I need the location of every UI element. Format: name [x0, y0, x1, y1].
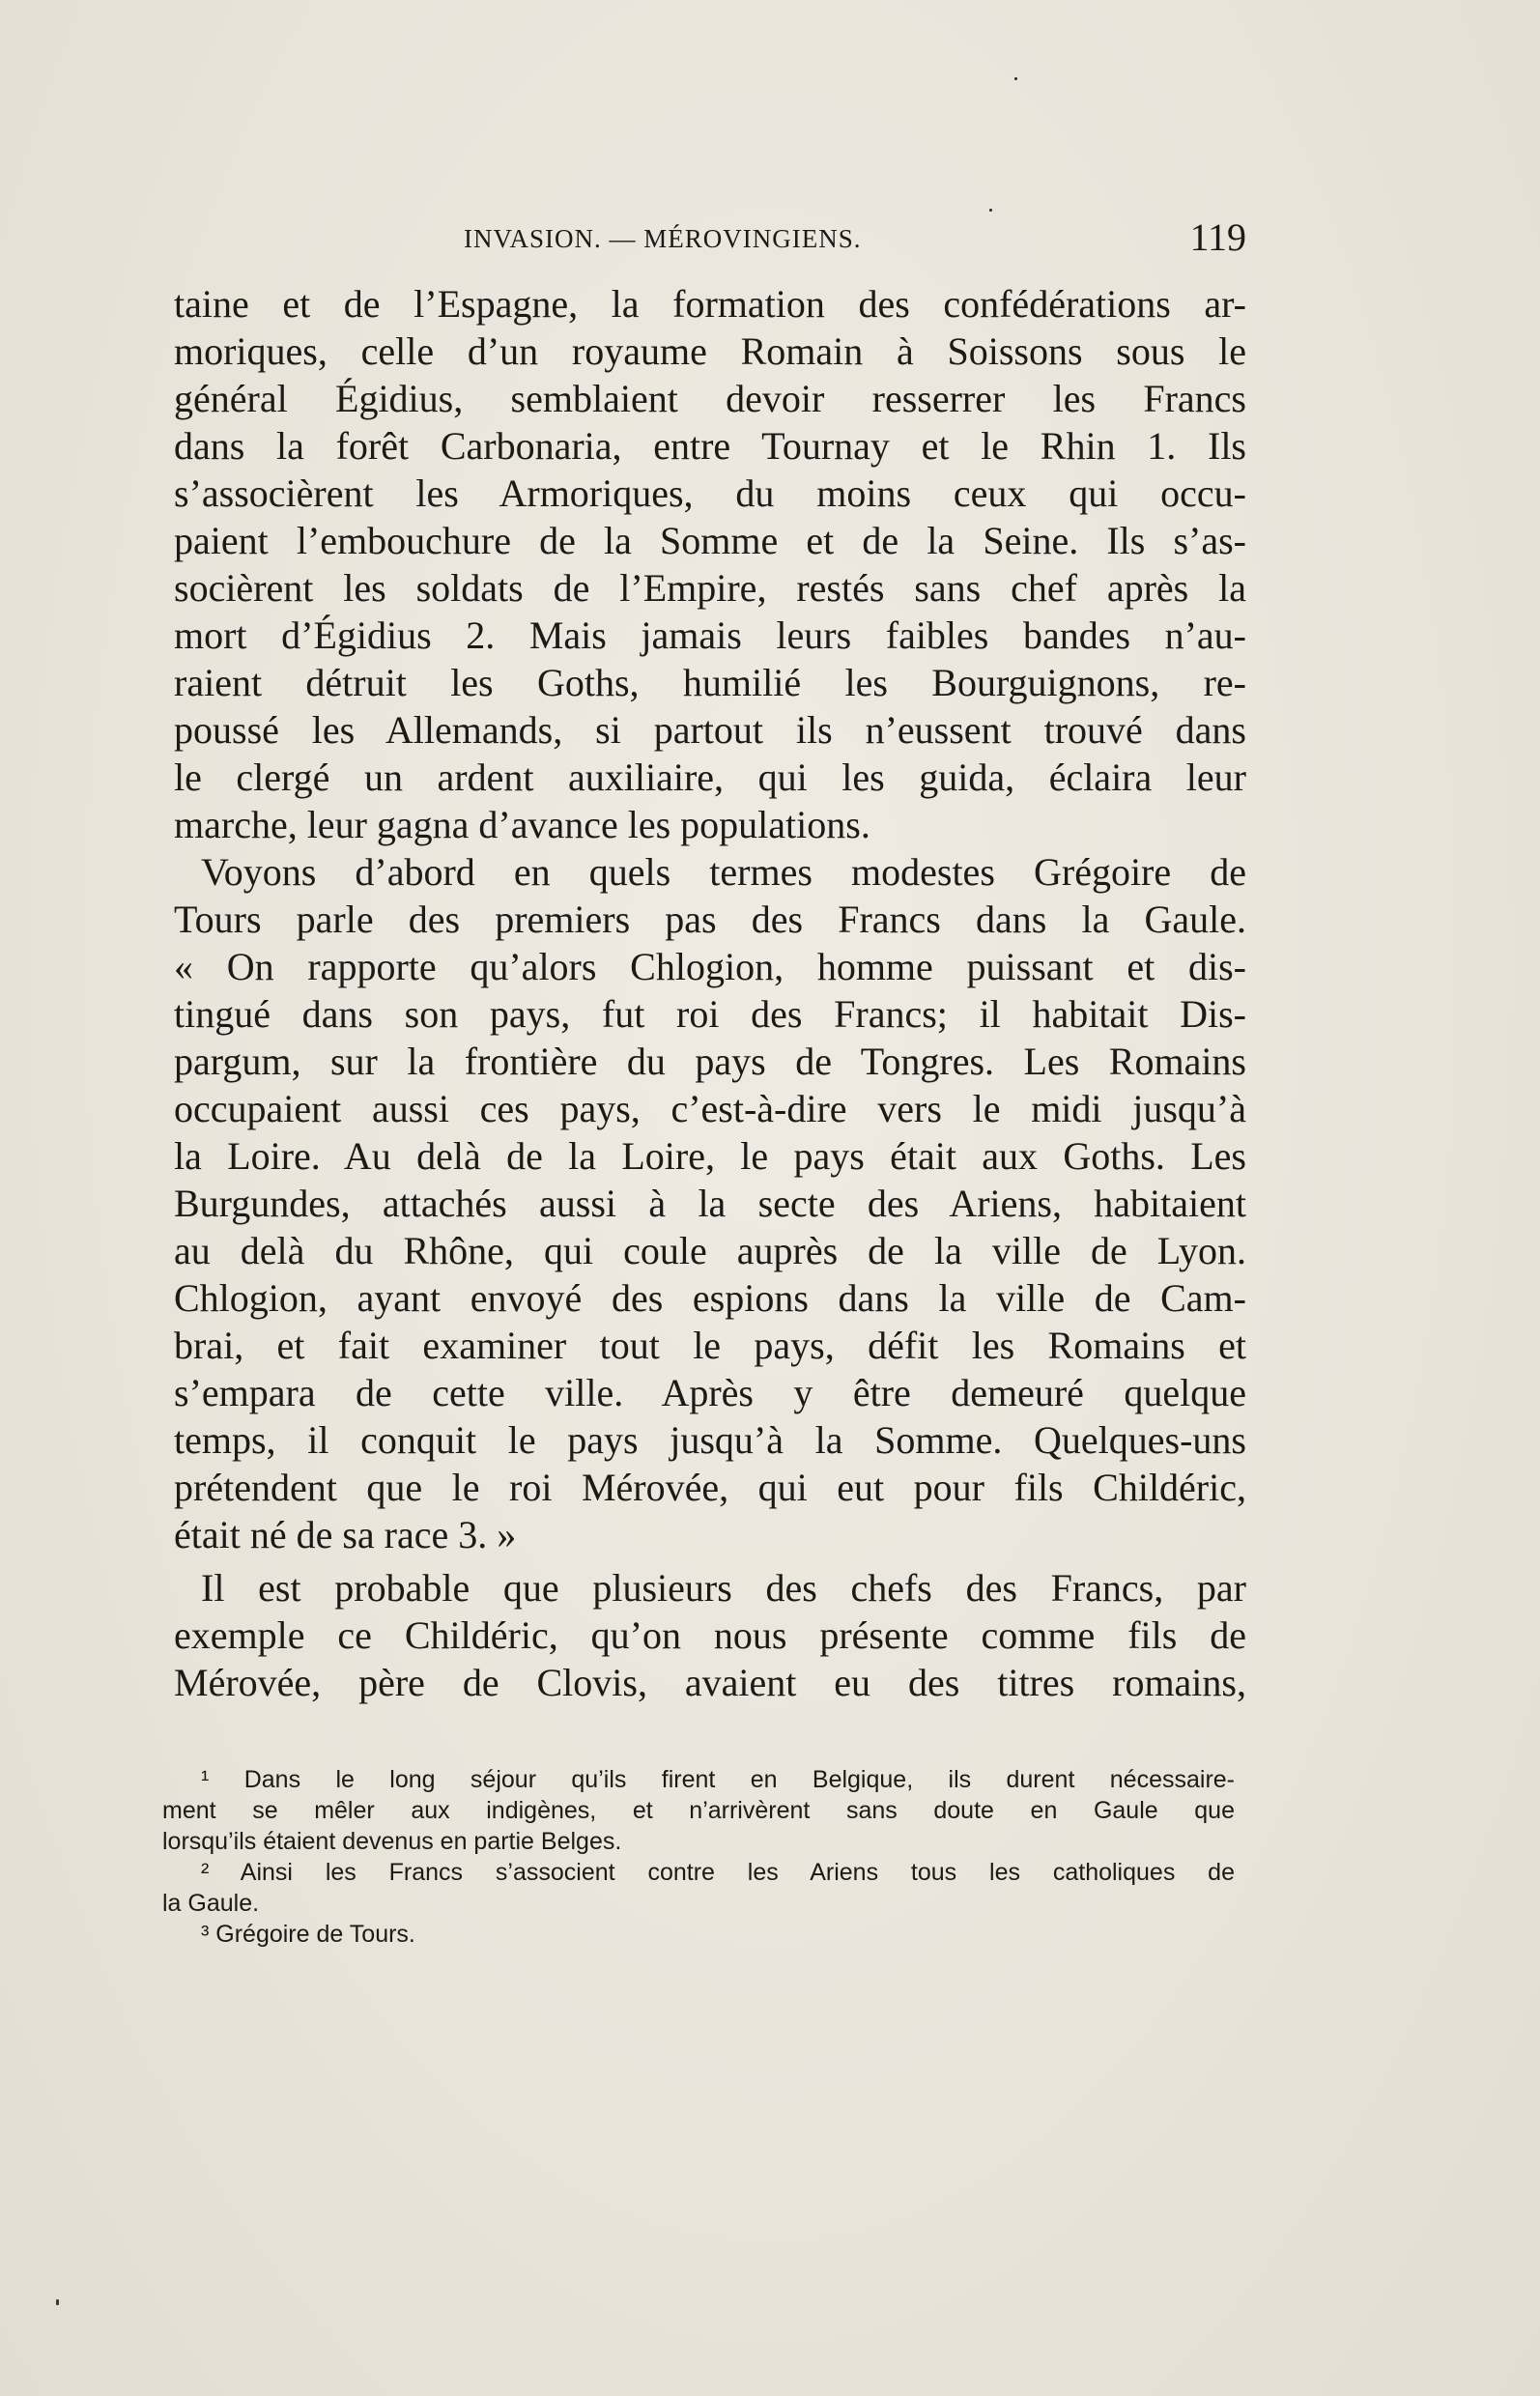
footnote-1	[162, 1764, 1235, 1857]
text-line: raient détruit les Goths, humilié les Bourguignons, re-	[174, 661, 1246, 704]
text-line: Chlogion, ayant envoyé des espions dans la ville de Cam-	[174, 1276, 1246, 1320]
text-line: tingué dans son pays, fut roi des Francs; il habitait Dis-	[174, 992, 1246, 1036]
footnote-line: ² Ainsi les Francs s’associent contre les Ariens tous les catholiques de	[201, 1859, 1235, 1886]
text-line: occupaient aussi ces pays, c’est-à-dire vers le midi jusqu’à	[174, 1087, 1246, 1130]
text-line: moriques, celle d’un royaume Romain à Soissons sous le	[174, 329, 1246, 373]
text-line: temps, il conquit le pays jusqu’à la Somme. Quelques-uns	[174, 1418, 1246, 1462]
footnotes	[162, 1764, 1235, 1950]
text-line: la Loire. Au delà de la Loire, le pays était aux Goths. Les	[174, 1134, 1246, 1178]
text-line: mort d’Égidius 2. Mais jamais leurs faibles bandes n’au-	[174, 613, 1246, 657]
text-line: brai, et fait examiner tout le pays, défit les Romains et	[174, 1324, 1246, 1367]
main-text	[174, 280, 1246, 1706]
text-line: socièrent les soldats de l’Empire, restés sans chef après la	[174, 566, 1246, 610]
text-line: « On rapporte qu’alors Chlogion, homme puissant et dis-	[174, 945, 1246, 988]
paragraph-2	[174, 848, 1246, 1558]
text-line: s’associèrent les Armoriques, du moins ceux qui occu-	[174, 471, 1246, 515]
text-line: exemple ce Childéric, qu’on nous présente comme fils de	[174, 1613, 1246, 1657]
text-line: dans la forêt Carbonaria, entre Tournay et le Rhin 1. Ils	[174, 424, 1246, 468]
paragraph-3	[174, 1564, 1246, 1706]
text-line: s’empara de cette ville. Après y être demeuré quelque	[174, 1371, 1246, 1414]
text-line: au delà du Rhône, qui coule auprès de la ville de Lyon.	[174, 1229, 1246, 1272]
text-line: Mérovée, père de Clovis, avaient eu des titres romains,	[174, 1661, 1246, 1704]
text-line: général Égidius, semblaient devoir resserrer les Francs	[174, 377, 1246, 420]
footnote-line: ³ Grégoire de Tours.	[201, 1921, 415, 1948]
footnote-line: ¹ Dans le long séjour qu’ils firent en Belgique, ils durent nécessaire-	[201, 1766, 1235, 1793]
text-line: Voyons d’abord en quels termes modestes Grégoire de	[201, 850, 1246, 894]
page-header	[174, 215, 1246, 259]
text-line: était né de sa race 3. »	[174, 1513, 517, 1556]
paper-speck	[1014, 77, 1017, 80]
footnote-3	[162, 1919, 1235, 1950]
page-number: 119	[1189, 215, 1246, 259]
text-line: Il est probable que plusieurs des chefs des Francs, par	[201, 1566, 1246, 1610]
text-line: pargum, sur la frontière du pays de Tongres. Les Romains	[174, 1040, 1246, 1083]
footnote-2	[162, 1857, 1235, 1919]
paragraph-1	[174, 280, 1246, 848]
text-line: le clergé un ardent auxiliaire, qui les guida, éclaira leur	[174, 756, 1246, 799]
text-line: marche, leur gagna d’avance les populations.	[174, 803, 870, 846]
text-line: paient l’embouchure de la Somme et de la Seine. Ils s’as-	[174, 519, 1246, 562]
footnote-line: ment se mêler aux indigènes, et n’arrivèrent sans doute en Gaule que	[162, 1797, 1235, 1824]
paper-speck	[56, 2299, 59, 2305]
footnote-line: lorsqu’ils étaient devenus en partie Belges.	[162, 1828, 622, 1855]
text-line: prétendent que le roi Mérovée, qui eut pour fils Childéric,	[174, 1466, 1246, 1509]
paper-speck	[989, 209, 992, 212]
text-line: poussé les Allemands, si partout ils n’eussent trouvé dans	[174, 708, 1246, 752]
text-line: Tours parle des premiers pas des Francs dans la Gaule.	[174, 898, 1246, 941]
running-head: INVASION. — MÉROVINGIENS.	[464, 224, 862, 253]
text-line: Burgundes, attachés aussi à la secte des Ariens, habitaient	[174, 1182, 1246, 1225]
footnote-line: la Gaule.	[162, 1890, 260, 1917]
text-line: taine et de l’Espagne, la formation des confédérations ar-	[174, 282, 1246, 326]
